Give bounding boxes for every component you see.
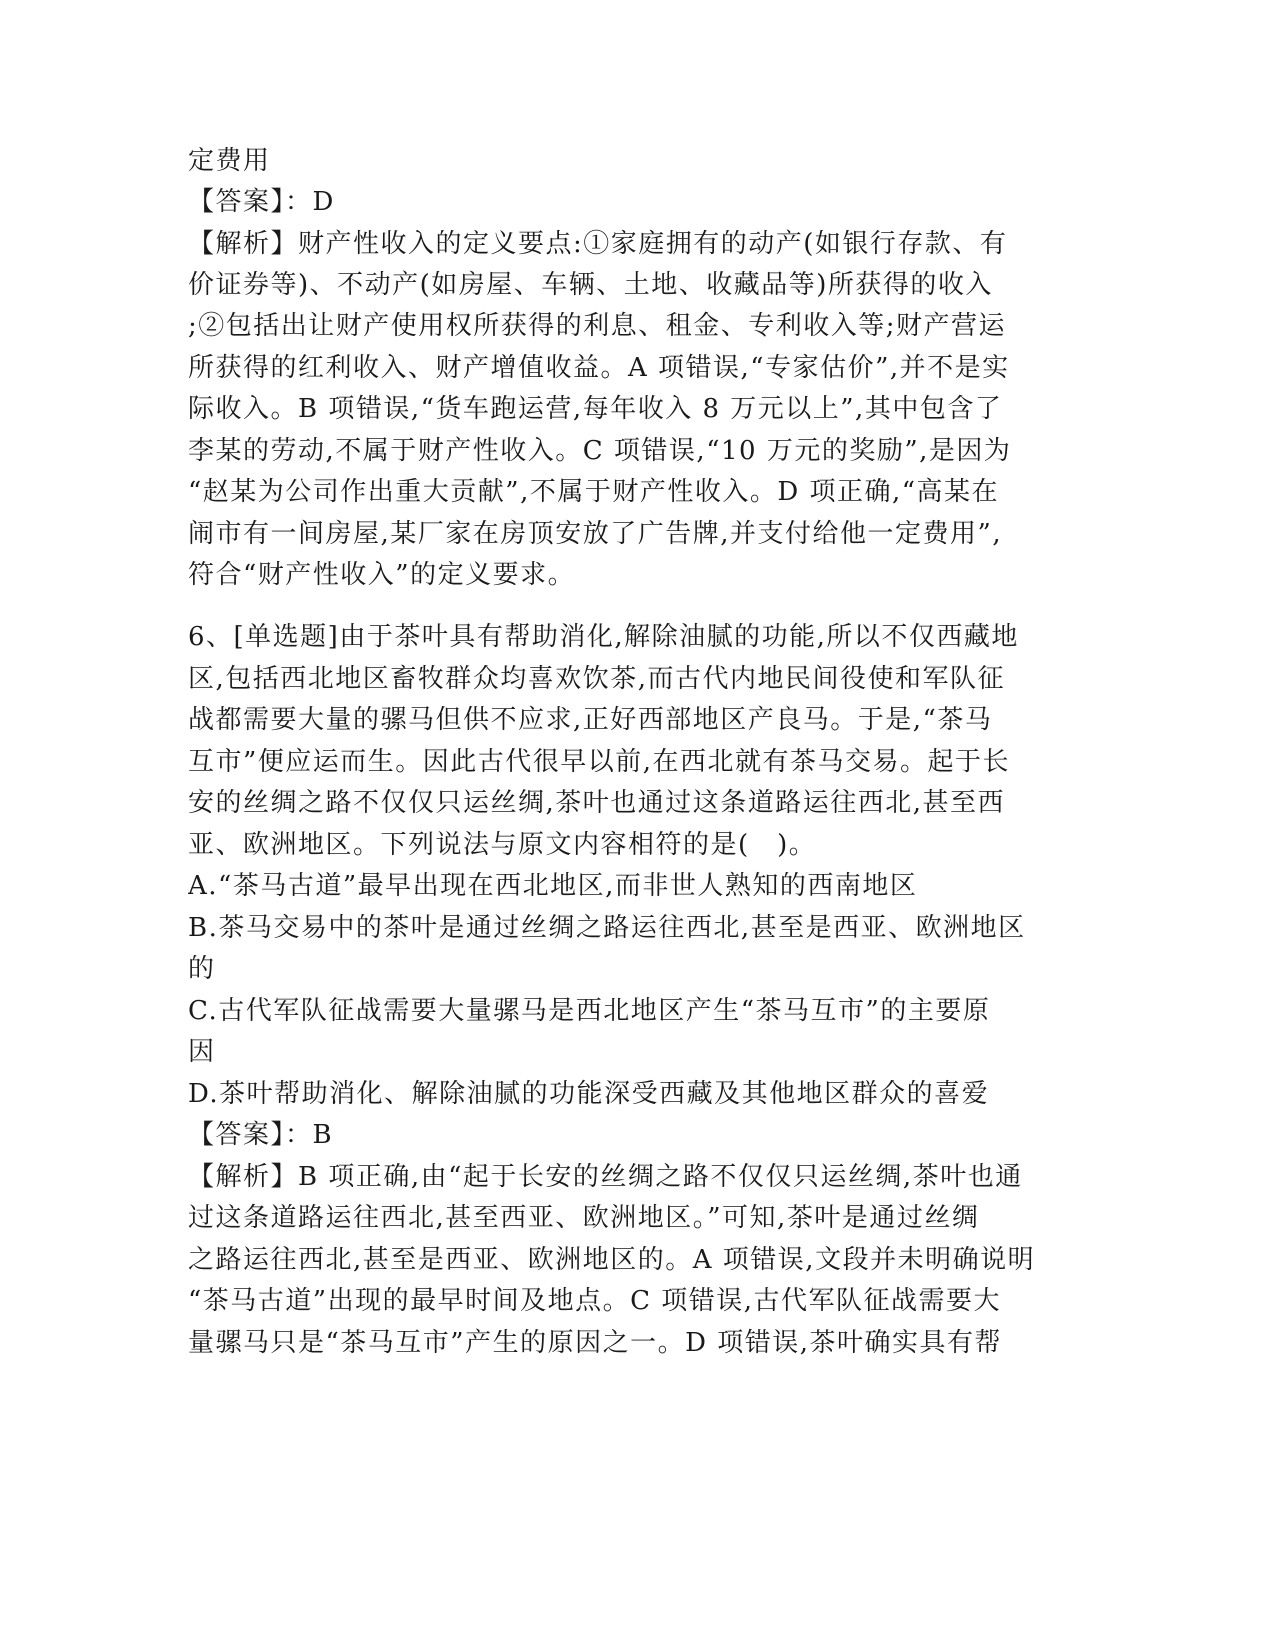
option-a: A.“茶马古道”最早出现在西北地区,而非世人熟知的西南地区	[188, 871, 918, 901]
text-line: ;②包括出让财产使用权所获得的利息、租金、专利收入等;财产营运	[188, 311, 1007, 341]
option-b-continued: 的	[188, 954, 216, 984]
text-line: “赵某为公司作出重大贡献”,不属于财产性收入。D 项正确,“高某在	[188, 477, 1000, 507]
text-line: 价证券等)、不动产(如房屋、车辆、土地、收藏品等)所获得的收入	[188, 270, 993, 300]
text-line: 过这条道路运往西北,甚至西亚、欧洲地区。”可知,茶叶是通过丝绸	[188, 1203, 980, 1233]
text-line: 符合“财产性收入”的定义要求。	[188, 560, 576, 590]
text-line: 闹市有一间房屋,某厂家在房顶安放了广告牌,并支付给他一定费用”,	[188, 519, 1003, 549]
text-line: 李某的劳动,不属于财产性收入。C 项错误,“10 万元的奖励”,是因为	[188, 436, 1012, 466]
text-line: “茶马古道”出现的最早时间及地点。C 项错误,古代军队征战需要大	[188, 1286, 1002, 1316]
answer-line: 【答案】：B	[188, 1120, 334, 1150]
question-line: 6、[单选题]由于茶叶具有帮助消化,解除油腻的功能,所以不仅西藏地	[188, 622, 1019, 652]
text-line: 亚、欧洲地区。下列说法与原文内容相符的是( )。	[188, 830, 817, 860]
analysis-line: 【解析】财产性收入的定义要点:①家庭拥有的动产(如银行存款、有	[188, 229, 1008, 259]
option-c-continued: 因	[188, 1037, 216, 1067]
text-line: 互市”便应运而生。因此古代很早以前,在西北就有茶马交易。起于长	[188, 747, 1011, 777]
text-line: 区,包括西北地区畜牧群众均喜欢饮茶,而古代内地民间役使和军队征	[188, 664, 1006, 694]
text-line: 量骡马只是“茶马互市”产生的原因之一。D 项错误,茶叶确实具有帮	[188, 1328, 1002, 1358]
option-b: B.茶马交易中的茶叶是通过丝绸之路运往西北,甚至是西亚、欧洲地区	[188, 913, 1026, 943]
option-c: C.古代军队征战需要大量骡马是西北地区产生“茶马互市”的主要原	[188, 996, 991, 1026]
text-line: 战都需要大量的骡马但供不应求,正好西部地区产良马。于是,“茶马	[188, 705, 993, 735]
text-line: 际收入。B 项错误,“货车跑运营,每年收入 8 万元以上”,其中包含了	[188, 394, 1003, 424]
text-line: 定费用	[188, 146, 271, 176]
analysis-line: 【解析】B 项正确,由“起于长安的丝绸之路不仅仅只运丝绸,茶叶也通	[188, 1162, 1023, 1192]
text-line: 之路运往西北,甚至是西亚、欧洲地区的。A 项错误,文段并未明确说明	[188, 1245, 1036, 1275]
text-line: 所获得的红利收入、财产增值收益。A 项错误,“专家估价”,并不是实	[188, 353, 1010, 383]
text-line: 安的丝绸之路不仅仅只运丝绸,茶叶也通过这条道路运往西北,甚至西	[188, 788, 1006, 818]
option-d: D.茶叶帮助消化、解除油腻的功能深受西藏及其他地区群众的喜爱	[188, 1079, 990, 1109]
answer-line: 【答案】：D	[188, 187, 335, 217]
